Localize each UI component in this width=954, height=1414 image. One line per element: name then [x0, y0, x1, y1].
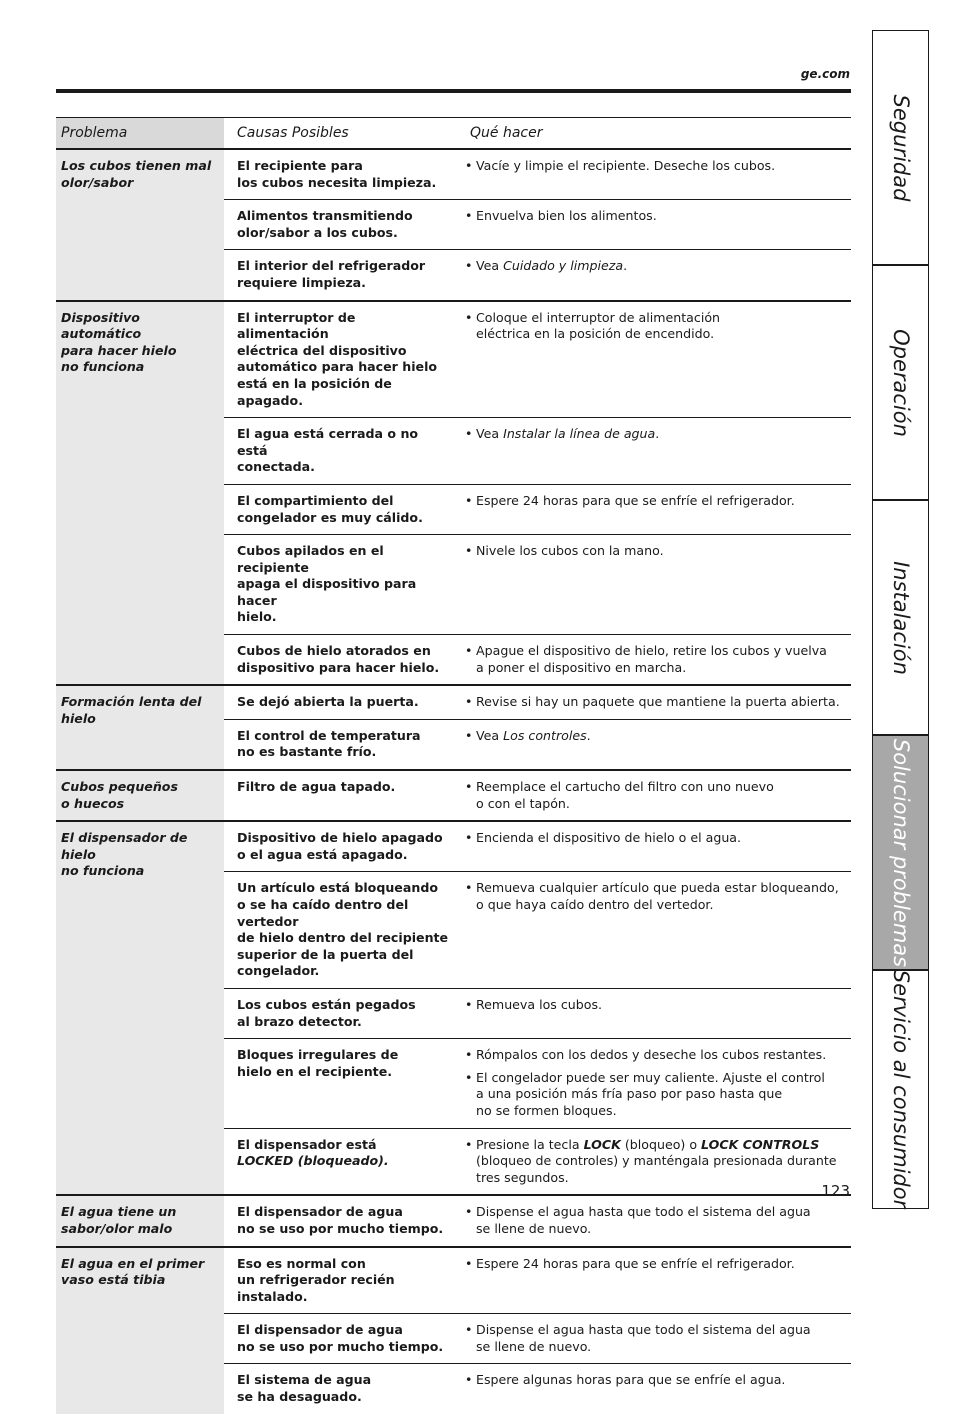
fix-bullet — [465, 728, 847, 745]
problem-cell: Los cubos tienen mal olor/sabor — [56, 149, 224, 301]
fix-cell — [453, 1314, 851, 1364]
bullet-icon: • — [465, 543, 473, 559]
tab-solucionar-problemas[interactable] — [873, 736, 928, 971]
problem-cell: Formación lenta del hielo — [56, 685, 224, 770]
fix-text: Apague el dispositivo de hielo, retire los cubos y vuelva a poner el dispositivo en marcha. — [476, 643, 827, 675]
fix-bullet — [465, 1256, 847, 1273]
fix-text: Remueva los cubos. — [476, 996, 603, 1012]
cause-cell: Alimentos transmitiendo olor/sabor a los cubos. — [224, 200, 453, 250]
fix-cell — [453, 872, 851, 989]
fix-bullet — [465, 310, 847, 343]
fix-text: Revise si hay un paquete que mantiene la puerta abierta. — [476, 694, 840, 710]
cause-cell: Cubos apilados en el recipiente apaga el dispositivo para hacer hielo. — [224, 535, 453, 635]
fix-text: Encienda el dispositivo de hielo o el agua. — [476, 830, 742, 846]
fix-cell — [453, 149, 851, 200]
table-row — [56, 685, 851, 719]
table-row — [56, 1247, 851, 1314]
fix-text: Envuelva bien los alimentos. — [476, 208, 657, 224]
fix-cell — [453, 1039, 851, 1128]
fix-bullet — [465, 1070, 847, 1120]
site-url: ge.com — [800, 67, 850, 81]
troubleshooting-table — [56, 117, 851, 1414]
bullet-icon: • — [465, 309, 473, 325]
fix-cell — [453, 200, 851, 250]
fix-bullet — [465, 779, 847, 812]
fix-text: Vea Instalar la línea de agua. — [476, 426, 660, 442]
tab-seguridad[interactable] — [873, 31, 928, 266]
cause-cell: El interruptor de alimentación eléctrica del dispositivo automático para hacer hielo está en la posición de apagado. — [224, 301, 453, 418]
bullet-icon: • — [465, 727, 473, 743]
cause-cell: El interior del refrigerador requiere limpieza. — [224, 250, 453, 301]
cause-cell: Filtro de agua tapado. — [224, 770, 453, 821]
cause-cell: El agua está cerrada o no está conectada. — [224, 418, 453, 485]
bullet-icon: • — [465, 694, 473, 710]
fix-cell — [453, 719, 851, 770]
column-header-problem: Problema — [56, 118, 224, 150]
bullet-icon: • — [465, 492, 473, 508]
cause-cell: Los cubos están pegados al brazo detector. — [224, 988, 453, 1038]
cause-cell: El compartimiento del congelador es muy cálido. — [224, 484, 453, 534]
fix-cell — [453, 418, 851, 485]
cause-cell: Un artículo está bloqueando o se ha caído dentro del vertedor de hielo dentro del recipiente superior de la puerta del congelador. — [224, 872, 453, 989]
bullet-icon: • — [465, 880, 473, 896]
fix-bullet — [465, 1137, 847, 1187]
fix-bullet — [465, 1204, 847, 1237]
tab-label: Instalación — [888, 560, 913, 675]
bullet-icon: • — [465, 208, 473, 224]
bullet-icon: • — [465, 1372, 473, 1388]
fix-bullet — [465, 493, 847, 510]
cause-cell: Eso es normal con un refrigerador recién instalado. — [224, 1247, 453, 1314]
cause-cell: Bloques irregulares de hielo en el recipiente. — [224, 1039, 453, 1128]
table-row — [56, 301, 851, 418]
fix-bullet — [465, 1372, 847, 1389]
fix-bullet — [465, 1047, 847, 1064]
problem-cell: Cubos pequeños o huecos — [56, 770, 224, 821]
tab-label: Solucionar problemas — [888, 738, 913, 967]
cause-cell: El sistema de agua se ha desaguado. — [224, 1364, 453, 1414]
table-row — [56, 1195, 851, 1246]
bullet-icon: • — [465, 1322, 473, 1338]
fix-cell — [453, 250, 851, 301]
fix-text: Espere 24 horas para que se enfríe el refrigerador. — [476, 1255, 795, 1271]
fix-text: Espere 24 horas para que se enfríe el refrigerador. — [476, 492, 795, 508]
tab-label: Seguridad — [888, 94, 913, 201]
cause-cell: El dispensador de agua no se uso por mucho tiempo. — [224, 1314, 453, 1364]
bullet-icon: • — [465, 158, 473, 173]
fix-bullet — [465, 158, 847, 175]
fix-bullet — [465, 694, 847, 711]
fix-bullet — [465, 830, 847, 847]
fix-cell — [453, 1128, 851, 1195]
fix-bullet — [465, 543, 847, 560]
fix-cell — [453, 1195, 851, 1246]
fix-cell — [453, 988, 851, 1038]
cause-cell: El dispensador de agua no se uso por mucho tiempo. — [224, 1195, 453, 1246]
bullet-icon: • — [465, 1136, 473, 1152]
fix-cell — [453, 635, 851, 686]
cause-cell: El control de temperatura no es bastante frío. — [224, 719, 453, 770]
bullet-icon: • — [465, 996, 473, 1012]
fix-bullet — [465, 643, 847, 676]
fix-text: Remueva cualquier artículo que pueda estar bloqueando, o que haya caído dentro del vertedor. — [476, 880, 839, 912]
fix-bullet — [465, 258, 847, 275]
bullet-icon: • — [465, 1069, 473, 1085]
bullet-icon: • — [465, 426, 473, 442]
section-tabs — [872, 30, 929, 1209]
table-row — [56, 821, 851, 872]
fix-text: Vacíe y limpie el recipiente. Deseche los cubos. — [476, 158, 776, 173]
fix-text: Rómpalos con los dedos y deseche los cubos restantes. — [476, 1047, 827, 1063]
bullet-icon: • — [465, 643, 473, 659]
fix-cell — [453, 821, 851, 872]
column-header-cause: Causas Posibles — [224, 118, 453, 150]
fix-cell — [453, 770, 851, 821]
bullet-icon: • — [465, 1204, 473, 1220]
fix-text: Coloque el interruptor de alimentación eléctrica en la posición de encendido. — [476, 309, 721, 342]
fix-cell — [453, 1364, 851, 1414]
cause-cell: Dispositivo de hielo apagado o el agua está apagado. — [224, 821, 453, 872]
table-row — [56, 149, 851, 200]
fix-text: Vea Cuidado y limpieza. — [476, 258, 628, 274]
fix-text: Espere algunas horas para que se enfríe el agua. — [476, 1372, 786, 1388]
problem-cell: Dispositivo automático para hacer hielo no funciona — [56, 301, 224, 686]
cause-cell: Cubos de hielo atorados en dispositivo para hacer hielo. — [224, 635, 453, 686]
tab-label: Servicio al consumidor — [888, 969, 913, 1208]
fix-bullet — [465, 1322, 847, 1355]
column-header-fix: Qué hacer — [453, 118, 851, 150]
table-row — [56, 770, 851, 821]
tab-label: Operación — [888, 328, 913, 437]
bullet-icon: • — [465, 779, 473, 795]
fix-bullet — [465, 208, 847, 225]
problem-cell: El agua tiene un sabor/olor malo — [56, 1195, 224, 1246]
header-rule — [56, 89, 851, 93]
fix-cell — [453, 1247, 851, 1314]
table-header-row — [56, 118, 851, 150]
tab-servicio-al-consumidor[interactable] — [873, 971, 928, 1206]
fix-cell — [453, 301, 851, 418]
fix-text: Dispense el agua hasta que todo el sistema del agua se llene de nuevo. — [476, 1322, 811, 1354]
fix-cell — [453, 685, 851, 719]
bullet-icon: • — [465, 1255, 473, 1271]
fix-text: Reemplace el cartucho del filtro con uno nuevo o con el tapón. — [476, 779, 774, 811]
bullet-icon: • — [465, 258, 473, 274]
fix-bullet — [465, 880, 847, 913]
fix-cell — [453, 535, 851, 635]
cause-cell: El recipiente para los cubos necesita limpieza. — [224, 149, 453, 200]
table-body — [56, 149, 851, 1414]
bullet-icon: • — [465, 830, 473, 846]
fix-bullet — [465, 997, 847, 1014]
fix-text: Dispense el agua hasta que todo el sistema del agua se llene de nuevo. — [476, 1204, 811, 1236]
fix-text: Presione la tecla LOCK (bloqueo) o LOCK CONTROLS (bloqueo de controles) y manténgala presionada durante tres segundos. — [476, 1136, 837, 1185]
fix-text: El congelador puede ser muy caliente. Ajuste el control a una posición más fría paso por paso hasta que no se formen bloques. — [476, 1069, 825, 1118]
fix-cell — [453, 484, 851, 534]
cause-cell: El dispensador está LOCKED (bloqueado). — [224, 1128, 453, 1195]
fix-text: Nivele los cubos con la mano. — [476, 543, 664, 559]
problem-cell: El agua en el primer vaso está tibia — [56, 1247, 224, 1414]
fix-bullet — [465, 426, 847, 443]
cause-cell: Se dejó abierta la puerta. — [224, 685, 453, 719]
problem-cell: El dispensador de hielo no funciona — [56, 821, 224, 1195]
tab-instalación[interactable] — [873, 501, 928, 736]
bullet-icon: • — [465, 1047, 473, 1063]
tab-operación[interactable] — [873, 266, 928, 501]
fix-text: Vea Los controles. — [476, 727, 591, 743]
page-number: 123 — [821, 1182, 850, 1200]
